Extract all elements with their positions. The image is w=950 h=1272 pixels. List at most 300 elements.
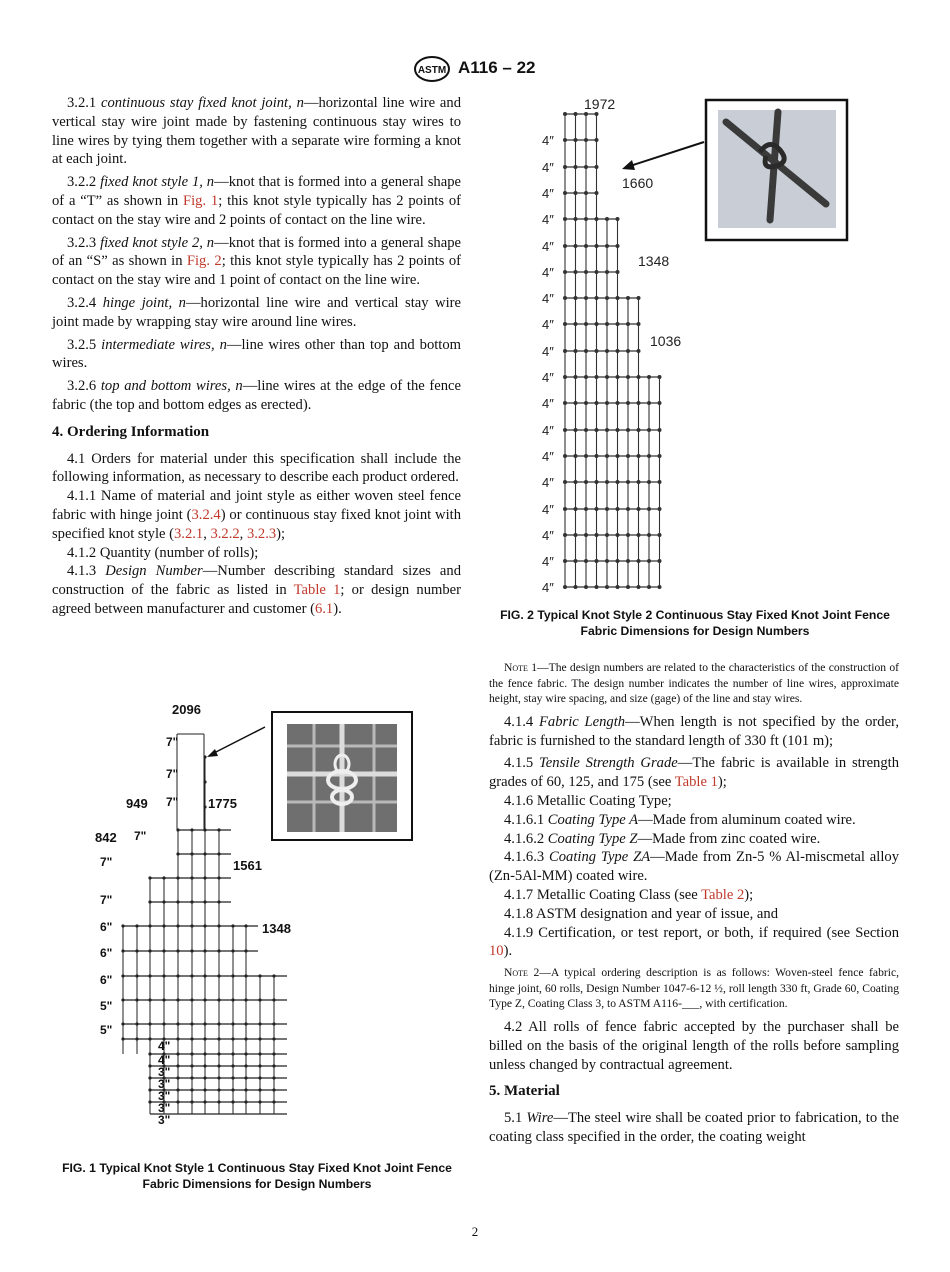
fig2-knot [595, 454, 599, 458]
fig1-spacing-label: 5" [100, 999, 113, 1013]
fig2-knot [563, 296, 567, 300]
fig2-knot [584, 191, 588, 195]
fig1-knot [162, 998, 165, 1001]
fig2-knot [595, 480, 599, 484]
fig2-knot [584, 138, 588, 142]
fig1-spacing-label: 7" [166, 767, 179, 781]
fig1-knot [272, 998, 275, 1001]
fig2-inset-photo [706, 100, 847, 240]
def-3-2-1: 3.2.1 continuous stay fixed knot joint, n—horizontal line wire and vertical stay wire joint made by fastening continuous stay wires to line wires by tying them together with a separate wire forming a knot at each joint. [52, 95, 461, 168]
fig2-knot [616, 244, 620, 248]
right-column [489, 656, 899, 1147]
fig2-knot [574, 454, 578, 458]
fig2-knot [563, 428, 567, 432]
fig1-knot [217, 1064, 220, 1067]
fig2-design-number: 1036 [650, 333, 682, 349]
fig2-design-number: 1972 [584, 96, 616, 112]
fig2-knot [595, 191, 599, 195]
fig2-knot [616, 401, 620, 405]
para-4-1-6-2: 4.1.6.2 Coating Type Z—Made from zinc coated wire. [504, 830, 821, 847]
fig1-knot [190, 1052, 193, 1055]
fig2-fence-diagram [490, 92, 900, 602]
fig2-knot [637, 296, 641, 300]
fig1-knot [231, 974, 234, 977]
fig1-knot [190, 900, 193, 903]
fig2-spacing-label: 4″ [542, 291, 554, 306]
fig2-knot [626, 375, 630, 379]
fig1-design-number: 1561 [233, 858, 262, 873]
fig2-knot [574, 138, 578, 142]
fig1-knot [203, 924, 206, 927]
fig2-knot [584, 165, 588, 169]
fig1-knot [203, 852, 206, 855]
fig2-knot [595, 559, 599, 563]
fig1-fence-grid [95, 702, 291, 1127]
fig1-knot [217, 1052, 220, 1055]
fig2-knot [563, 112, 567, 116]
fig1-knot [148, 949, 151, 952]
fig2-spacing-label: 4″ [542, 186, 554, 201]
fig2-knot [563, 480, 567, 484]
astm-logo-text: ASTM [417, 65, 447, 76]
fig2-knot [637, 375, 641, 379]
fig1-knot [190, 998, 193, 1001]
fig1-knot [217, 900, 220, 903]
fig1-design-number: 842 [95, 830, 117, 845]
fig2-spacing-label: 4″ [542, 423, 554, 438]
fig2-knot [563, 217, 567, 221]
fig2-spacing-label: 4″ [542, 212, 554, 227]
fig2-knot [637, 349, 641, 353]
fig2-knot [647, 585, 651, 589]
section-10-link[interactable]: 10 [489, 943, 504, 960]
fig1-knot [217, 1088, 220, 1091]
fig2-knot [616, 480, 620, 484]
fig1-knot [244, 974, 247, 977]
para-4-1-2: 4.1.2 Quantity (number of rolls); [67, 544, 259, 561]
fig2-spacing-label: 4″ [542, 396, 554, 411]
fig1-knot [148, 1088, 151, 1091]
fig2-knot [626, 296, 630, 300]
fig2-knot [574, 533, 578, 537]
fig2-knot [563, 244, 567, 248]
fig1-knot [217, 949, 220, 952]
fig2-knot [637, 507, 641, 511]
fig1-knot [258, 1088, 261, 1091]
fig1-knot [217, 1022, 220, 1025]
fig1-knot [244, 1076, 247, 1079]
page-number: 2 [471, 1224, 479, 1239]
fig2-knot [626, 480, 630, 484]
para-4-1-6-1: 4.1.6.1 Coating Type A—Made from aluminum coated wire. [504, 811, 856, 828]
fig2-knot [605, 270, 609, 274]
fig2-knot [574, 244, 578, 248]
fig2-knot [647, 375, 651, 379]
fig2-knot [584, 322, 588, 326]
fig2-knot [626, 507, 630, 511]
fig1-spacing-label: 7" [100, 893, 113, 907]
fig1-knot [244, 998, 247, 1001]
fig2-knot [595, 244, 599, 248]
fig1-knot [162, 900, 165, 903]
def-3-2-6: 3.2.6 top and bottom wires, n—line wires at the edge of the fence fabric (the top and bottom edges as erected). [52, 378, 461, 413]
fig1-spacing-label: 3" [158, 1065, 171, 1079]
fig2-knot [563, 191, 567, 195]
fig2-knot [626, 454, 630, 458]
fig1-knot [203, 949, 206, 952]
fig2-knot [637, 559, 641, 563]
fig1-knot [272, 1100, 275, 1103]
fig2-knot [605, 217, 609, 221]
fig2-fence-grid [542, 96, 681, 595]
fig2-link[interactable]: Fig. 2 [186, 253, 222, 270]
note-1: Note 1—The design numbers are related to the characteristics of the construction of the fence fabric. The design number indicates the number of line wires, approximate height, stay wire spacing, and size (gage) of the line and stay wires. [489, 661, 899, 706]
fig2-knot [584, 296, 588, 300]
fig1-spacing-label: 7" [166, 735, 179, 749]
fig2-knot [584, 401, 588, 405]
fig2-knot [616, 507, 620, 511]
para-5-1: 5.1 Wire—The steel wire shall be coated prior to fabrication, to the coating class specified in the order, the coating weight [489, 1110, 899, 1145]
fig2-knot [595, 270, 599, 274]
fig1-knot [121, 1022, 124, 1025]
fig1-knot [217, 852, 220, 855]
fig1-knot [217, 876, 220, 879]
fig1-knot [121, 924, 124, 927]
fig2-knot [647, 533, 651, 537]
fig2-caption: FIG. 2 Typical Knot Style 2 Continuous Stay Fixed Knot Joint Fence Fabric Dimensions for Design Numbers [500, 608, 890, 638]
fig2-knot [605, 454, 609, 458]
fig1-knot [231, 1088, 234, 1091]
fig2-knot [658, 507, 662, 511]
fig2-knot [605, 507, 609, 511]
fig1-spacing-label: 3" [158, 1101, 171, 1115]
fig2-knot [595, 533, 599, 537]
fig1-design-number: 949 [126, 796, 148, 811]
fig1-knot [121, 1037, 124, 1040]
fig2-knot [637, 480, 641, 484]
fig2-knot [605, 322, 609, 326]
fig1-link[interactable]: Fig. 1 [182, 192, 219, 209]
fig1-knot [190, 1088, 193, 1091]
fig1-spacing-label: 4" [158, 1053, 171, 1067]
fig2-knot [595, 112, 599, 116]
fig2-spacing-label: 4″ [542, 580, 554, 595]
fig2-design-number: 1660 [622, 175, 654, 191]
fig1-knot [148, 876, 151, 879]
fig2-knot [595, 585, 599, 589]
fig2-knot [595, 138, 599, 142]
ref-6-1-link[interactable]: 6.1 [314, 600, 334, 617]
fig1-knot [203, 900, 206, 903]
fig2-spacing-label: 4″ [542, 554, 554, 569]
fig2-knot [605, 480, 609, 484]
fig1-design-number: 1775 [208, 796, 237, 811]
fig2-knot [605, 296, 609, 300]
fig1-knot [148, 974, 151, 977]
fig1-knot [231, 1037, 234, 1040]
fig2-knot [605, 401, 609, 405]
fig1-knot [121, 949, 124, 952]
fig2-knot [584, 559, 588, 563]
fig1-knot [135, 1022, 138, 1025]
fig2-knot [574, 165, 578, 169]
document-designation: A116 – 22 [458, 58, 536, 77]
fig1-knot [148, 1037, 151, 1040]
fig1-knot [148, 1052, 151, 1055]
fig2-knot [605, 559, 609, 563]
fig1-knot [258, 1064, 261, 1067]
fig1-knot [244, 924, 247, 927]
fig1-knot [190, 852, 193, 855]
fig2-knot [595, 428, 599, 432]
fig1-knot [148, 1022, 151, 1025]
fig1-knot [244, 1022, 247, 1025]
fig2-spacing-label: 4″ [542, 265, 554, 280]
fig2-knot [563, 138, 567, 142]
para-4-1-3: 4.1.3 Design Number—Number describing standard sizes and construction of the fabric as listed in Table 1; or design number agreed between manufacturer and customer (6.1). [52, 563, 461, 617]
fig2-knot [584, 454, 588, 458]
fig1-knot [176, 900, 179, 903]
para-4-1-6: 4.1.6 Metallic Coating Type; [504, 792, 672, 809]
fig1-knot [135, 924, 138, 927]
fig1-knot [244, 1037, 247, 1040]
fig1-spacing-label: 5" [100, 1023, 113, 1037]
fig1-knot [162, 974, 165, 977]
fig2-knot [595, 322, 599, 326]
fig2-knot [584, 375, 588, 379]
fig1-knot [176, 1076, 179, 1079]
fig2-knot [626, 428, 630, 432]
fig2-knot [637, 401, 641, 405]
fig2-knot [563, 507, 567, 511]
fig2-knot [658, 585, 662, 589]
fig2-knot [626, 533, 630, 537]
para-4-1-1: 4.1.1 Name of material and joint style as either woven steel fence fabric with hinge joint (3.2.4) or continuous stay fixed knot joint with specified knot style (3.2.1, 3.2.2, 3.2.3); [52, 488, 461, 542]
fig2-knot [658, 401, 662, 405]
fig2-knot [563, 533, 567, 537]
fig2-knot [563, 401, 567, 405]
fig1-knot [258, 1037, 261, 1040]
page-header [0, 56, 950, 84]
fig1-knot [231, 1064, 234, 1067]
fig2-knot [658, 559, 662, 563]
fig1-knot [244, 1100, 247, 1103]
fig1-knot [231, 1100, 234, 1103]
fig2-knot [626, 559, 630, 563]
fig2-knot [658, 428, 662, 432]
fig2-knot [563, 559, 567, 563]
fig1-knot [121, 974, 124, 977]
fig1-knot [148, 1100, 151, 1103]
def-3-2-5: 3.2.5 intermediate wires, n—line wires other than top and bottom wires. [52, 336, 461, 372]
fig2-knot [574, 375, 578, 379]
fig2-knot [616, 375, 620, 379]
fig2-knot [647, 454, 651, 458]
fig2-knot [574, 296, 578, 300]
fig1-knot [203, 974, 206, 977]
table2-link[interactable]: Table 2 [701, 886, 745, 903]
fig2-knot [595, 401, 599, 405]
fig1-knot [190, 1100, 193, 1103]
fig1-knot [258, 998, 261, 1001]
fig2-knot [616, 454, 620, 458]
fig2-knot [584, 585, 588, 589]
fig1-knot [231, 998, 234, 1001]
fig1-knot [176, 1022, 179, 1025]
para-4-1-5: 4.1.5 Tensile Strength Grade—The fabric is available in strength grades of 60, 125, and 175 (see Table 1); [489, 755, 899, 791]
fig1-knot [203, 876, 206, 879]
fig1-spacing-label: 3" [158, 1113, 171, 1127]
fig2-knot [574, 428, 578, 432]
fig2-knot [563, 270, 567, 274]
fig1-knot [272, 1076, 275, 1079]
ref-3-2-3-link[interactable]: 3.2.3 [246, 525, 277, 542]
fig1-knot [176, 1052, 179, 1055]
ref-3-2-1-link[interactable]: 3.2.1 [174, 525, 204, 542]
fig1-knot [272, 974, 275, 977]
def-3-2-2: 3.2.2 fixed knot style 1, n—knot that is formed into a general shape of a “T” as shown in Fig. 1; this knot style typically has 2 points of contact on the stay wire and 2 points of contact on the line wire. [52, 174, 461, 228]
fig1-design-number: 2096 [172, 702, 201, 717]
fig2-spacing-label: 4″ [542, 344, 554, 359]
para-4-1-9: 4.1.9 Certification, or test report, or both, if required (see Section 10). [489, 924, 899, 960]
fig2-knot [616, 428, 620, 432]
fig2-knot [647, 401, 651, 405]
fig2-knot [574, 349, 578, 353]
fig2-knot [595, 296, 599, 300]
para-4-2: 4.2 All rolls of fence fabric accepted by the purchaser shall be billed on the basis of the original length of the rolls before sampling unless changed by contractual agreement. [489, 1018, 899, 1073]
fig1-knot [217, 974, 220, 977]
fig2-knot [574, 112, 578, 116]
fig2-knot [595, 349, 599, 353]
fig2-knot [574, 270, 578, 274]
fig2-knot [563, 322, 567, 326]
fig2-knot [595, 375, 599, 379]
ref-3-2-2-link[interactable]: 3.2.2 [210, 525, 240, 542]
fig1-knot [203, 1052, 206, 1055]
fig2-knot [658, 480, 662, 484]
fig1-knot [190, 1022, 193, 1025]
fig1-spacing-label: 7" [134, 829, 147, 843]
fig2-knot [616, 533, 620, 537]
fig2-spacing-label: 4″ [542, 449, 554, 464]
note-2: Note 2—A typical ordering description is as follows: Woven-steel fence fabric, hinge joint, 60 rolls, Design Number 1047-6-12 ½, roll length 330 ft, Grade 60, Coating Type Z, Coating Class 3, to ASTM A116-___, with certification. [489, 966, 899, 1011]
fig1-knot [135, 1037, 138, 1040]
table1-link[interactable]: Table 1 [293, 582, 341, 599]
fig2-knot [563, 375, 567, 379]
fig2-knot [584, 507, 588, 511]
fig2-knot [584, 349, 588, 353]
fig2-knot [647, 507, 651, 511]
fig1-knot [148, 924, 151, 927]
fig1-knot [231, 1022, 234, 1025]
fig1-knot [162, 924, 165, 927]
fig2-knot [637, 454, 641, 458]
fig1-knot [176, 924, 179, 927]
fig2-knot [563, 454, 567, 458]
fig1-knot [190, 949, 193, 952]
fig2-knot [584, 428, 588, 432]
fig1-spacing-label: 7" [166, 795, 179, 809]
fig2-knot [637, 585, 641, 589]
def-3-2-4: 3.2.4 hinge joint, n—horizontal line wire and vertical stay wire joint made by wrapping stay wire around line wires. [52, 294, 461, 330]
fig2-knot [574, 217, 578, 221]
fig1-knot [203, 1100, 206, 1103]
ref-3-2-4-link[interactable]: 3.2.4 [191, 506, 221, 523]
astm-logo [413, 56, 451, 82]
fig2-knot [647, 480, 651, 484]
fig1-knot [272, 1052, 275, 1055]
section-4-heading: 4. Ordering Information [52, 423, 210, 440]
fig2-spacing-label: 4″ [542, 239, 554, 254]
fig2-knot [584, 217, 588, 221]
fig1-knot [217, 998, 220, 1001]
fig2-knot [574, 191, 578, 195]
fig2-knot [626, 585, 630, 589]
fig1-knot [244, 1052, 247, 1055]
fig2-knot [605, 244, 609, 248]
fig1-knot [217, 1100, 220, 1103]
fig1-spacing-label: 6" [100, 920, 113, 934]
fig2-spacing-label: 4″ [542, 502, 554, 517]
fig1-knot [176, 1064, 179, 1067]
fig1-knot [231, 924, 234, 927]
fig2-knot [658, 533, 662, 537]
fig1-knot [190, 924, 193, 927]
para-4-1: 4.1 Orders for material under this specification shall include the following information, as necessary to describe each product ordered. [52, 450, 461, 486]
fig1-knot [244, 1088, 247, 1091]
fig1-knot [203, 1088, 206, 1091]
fig1-knot [217, 828, 220, 831]
fig1-knot [148, 900, 151, 903]
table1-link-2[interactable]: Table 1 [674, 774, 718, 791]
para-4-1-4: 4.1.4 Fabric Length—When length is not specified by the order, fabric is furnished to the standard length of 330 ft (101 m); [489, 713, 899, 749]
fig2-design-number: 1348 [638, 253, 670, 269]
fig2-knot [637, 428, 641, 432]
fig2-knot [637, 322, 641, 326]
fig2-knot [658, 375, 662, 379]
fig2-knot [563, 165, 567, 169]
fig1-spacing-label: 3" [158, 1077, 171, 1091]
fig2-spacing-label: 4″ [542, 317, 554, 332]
fig1-knot [217, 1076, 220, 1079]
fig2-knot [584, 533, 588, 537]
para-4-1-6-3: 4.1.6.3 Coating Type ZA—Made from Zn-5 % Al-miscmetal alloy (Zn-5Al-MM) coated wire. [489, 849, 899, 885]
fig2-knot [584, 112, 588, 116]
fig2-knot [584, 480, 588, 484]
fig2-knot [616, 585, 620, 589]
fig1-knot [231, 1052, 234, 1055]
fig1-knot [190, 1064, 193, 1067]
fig2-knot [574, 480, 578, 484]
fig1-knot [231, 1076, 234, 1079]
fig2-knot [647, 559, 651, 563]
fig1-knot [148, 998, 151, 1001]
fig2-spacing-label: 4″ [542, 528, 554, 543]
fig2-spacing-label: 4″ [542, 133, 554, 148]
fig1-spacing-label: 3" [158, 1089, 171, 1103]
fig1-knot [190, 1037, 193, 1040]
fig1-spacing-label: 4" [158, 1039, 171, 1053]
fig1-knot [176, 974, 179, 977]
fig1-knot [203, 1037, 206, 1040]
fig1-knot [176, 852, 179, 855]
fig2-knot [595, 507, 599, 511]
fig2-knot [605, 585, 609, 589]
fig1-knot [148, 1076, 151, 1079]
fig2-knot [616, 217, 620, 221]
fig2-spacing-label: 4″ [542, 160, 554, 175]
para-4-1-8: 4.1.8 ASTM designation and year of issue, and [504, 905, 778, 922]
